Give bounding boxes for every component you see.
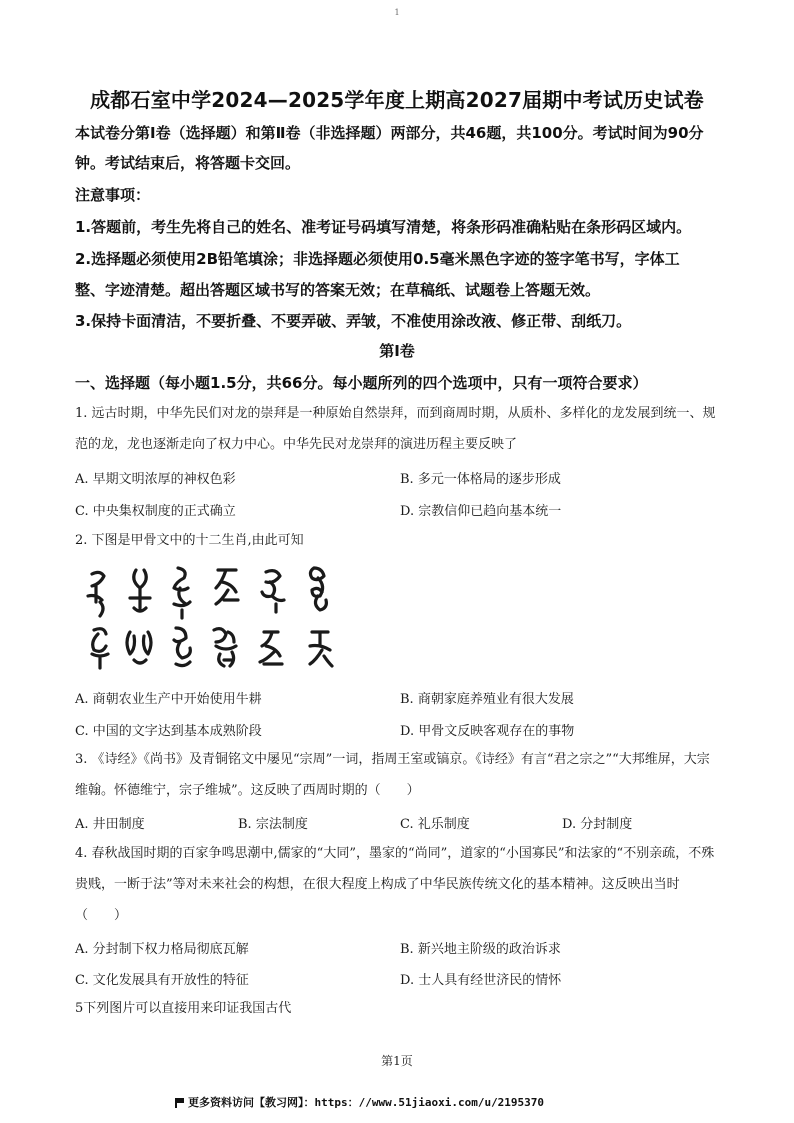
part-heading: 一、选择题（每小题1.5分，共66分。每小题所列的四个选项中，只有一项符合要求） [75, 374, 648, 392]
footer-link[interactable] [175, 1094, 735, 1110]
top-page-mark: 1 [394, 8, 400, 17]
exam-title: 成都石室中学2024—2025学年度上期高2027届期中考试历史试卷 [90, 88, 704, 112]
question-4-option-b[interactable]: B. 新兴地主阶级的政治诉求 [400, 942, 561, 957]
question-2-option-a[interactable]: A. 商朝农业生产中开始使用牛耕 [75, 692, 262, 707]
question-4-option-c[interactable]: C. 文化发展具有开放性的特征 [75, 973, 249, 988]
notice-item-3: 3.保持卡面清洁，不要折叠、不要弄破、弄皱，不准使用涂改液、修正带、刮纸刀。 [75, 312, 632, 330]
question-3-option-c[interactable]: C. 礼乐制度 [400, 817, 470, 832]
footer-text: 更多资料访问【教习网】：https：//www.51jiaoxi.com/u/2195370 [188, 1096, 545, 1109]
question-3-option-a[interactable]: A. 井田制度 [75, 817, 145, 832]
oracle-glyph-5 [262, 571, 284, 612]
notice-item-2-line-1: 2.选择题必须使用2B铅笔填涂；非选择题必须使用0.5毫米黑色字迹的签字笔书写，字体工 [75, 250, 680, 268]
question-2-option-c[interactable]: C. 中国的文字达到基本成熟阶段 [75, 724, 262, 739]
question-3-option-d[interactable]: D. 分封制度 [562, 817, 633, 832]
oracle-glyph-8 [127, 632, 151, 663]
oracle-glyph-10 [214, 629, 236, 666]
oracle-glyph-3 [174, 568, 190, 618]
oracle-bone-zodiac-image [78, 560, 348, 680]
question-4-stem: 4. 春秋战国时期的百家争鸣思潮中,儒家的“大同”，墨家的“尚同”，道家的“小国寡民”和法家的“不别亲疏，不殊贵贱，一断于法”等对未来社会的构想，在很大程度上构成了中华民族传统文化的基本精神。这反映出当时（ ） [75, 846, 715, 923]
oracle-glyph-7 [92, 629, 108, 668]
question-3-stem: 3. 《诗经》《尚书》及青铜铭文中屡见“宗周”一词，指周王室或镐京。《诗经》有言“君之宗之”“大邦维屏，大宗维翰。怀德维宁，宗子维城”。这反映了西周时期的（ ） [75, 752, 710, 798]
notice-heading: 注意事项： [75, 186, 151, 204]
oracle-glyph-11 [260, 632, 282, 664]
question-1-stem: 1. 远古时期，中华先民们对龙的崇拜是一种原始自然崇拜，而到商周时期，从质朴、多样化的龙发展到统一、规范的龙，龙也逐渐走向了权力中心。中华先民对龙崇拜的演进历程主要反映了 [75, 406, 716, 452]
question-2-stem: 2. 下图是甲骨文中的十二生肖,由此可知 [75, 533, 304, 548]
question-1-option-b[interactable]: B. 多元一体格局的逐步形成 [400, 472, 561, 487]
oracle-glyph-4 [216, 570, 238, 604]
oracle-glyph-6 [310, 568, 326, 610]
oracle-glyph-1 [88, 572, 104, 616]
question-1-option-c[interactable]: C. 中央集权制度的正式确立 [75, 504, 236, 519]
oracle-glyph-2 [130, 570, 150, 611]
flag-icon [175, 1098, 183, 1106]
oracle-glyph-9 [174, 628, 190, 666]
oracle-glyph-12 [310, 632, 332, 666]
question-4-option-a[interactable]: A. 分封制下权力格局彻底瓦解 [75, 942, 249, 957]
notice-item-2-line-2: 整、字迹清楚。超出答题区域书写的答案无效；在草稿纸、试题卷上答题无效。 [75, 281, 601, 299]
question-1-option-a[interactable]: A. 早期文明浓厚的神权色彩 [75, 472, 236, 487]
section-title: 第Ⅰ卷 [379, 342, 415, 360]
notice-item-1: 1.答题前，考生先将自己的姓名、准考证号码填写清楚，将条形码准确粘贴在条形码区域内。 [75, 218, 692, 236]
question-4-option-d[interactable]: D. 士人具有经世济民的情怀 [400, 973, 562, 988]
question-5-stem: 5下列图片可以直接用来印证我国古代 [75, 1001, 292, 1016]
page-number: 第1页 [381, 1054, 413, 1068]
question-3-option-b[interactable]: B. 宗法制度 [238, 817, 308, 832]
question-2-option-d[interactable]: D. 甲骨文反映客观存在的事物 [400, 724, 575, 739]
question-1-option-d[interactable]: D. 宗教信仰已趋向基本统一 [400, 504, 562, 519]
exam-intro: 本试卷分第Ⅰ卷（选择题）和第Ⅱ卷（非选择题）两部分，共46题，共100分。考试时间为90分钟。考试结束后，将答题卡交回。 [75, 124, 704, 172]
question-2-option-b[interactable]: B. 商朝家庭养殖业有很大发展 [400, 692, 574, 707]
